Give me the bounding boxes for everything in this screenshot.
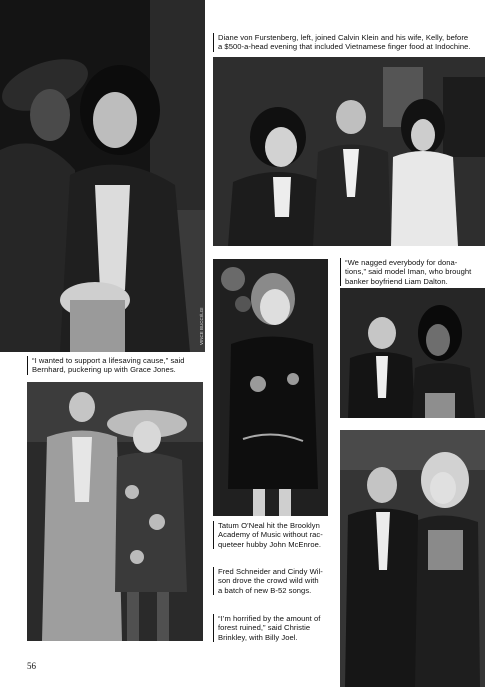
photo-credit: VINCE BUCCI/LGI	[199, 307, 204, 345]
caption-brinkley-joel	[213, 614, 333, 642]
caption-line: tions,” said model Iman, who brought	[345, 267, 472, 277]
caption-line: Diane von Furstenberg, left, joined Calvin Klein and his wife, Kelly, before	[218, 33, 469, 42]
caption-iman-dalton	[340, 258, 495, 286]
caption-line: Academy of Music without rac-	[218, 530, 323, 540]
caption-line: Fred Schneider and Cindy Wil-	[218, 567, 323, 576]
caption-von-furstenberg-klein	[213, 33, 493, 52]
photo-brinkley-joel	[340, 430, 485, 687]
caption-line: son drove the crowd wild with	[218, 576, 319, 586]
caption-line: “I wanted to support a lifesaving cause,” said	[32, 356, 185, 365]
caption-line: banker boyfriend Liam Dalton.	[345, 276, 448, 286]
caption-schneider-wilson	[213, 567, 333, 595]
caption-line: a batch of new B-52 songs.	[218, 585, 312, 595]
photo-bernhard-jones	[0, 0, 205, 352]
caption-line: “We nagged everybody for dona-	[345, 258, 458, 267]
page-number: 56	[27, 661, 36, 671]
caption-line: queteer hubby John McEnroe.	[218, 539, 322, 549]
caption-oneal	[213, 521, 333, 549]
photo-schneider-wilson	[27, 382, 203, 641]
caption-bernhard-jones	[27, 356, 207, 375]
photo-oneal	[213, 259, 328, 516]
caption-line: “I’m horrified by the amount of	[218, 614, 321, 623]
caption-line: a $500-a-head evening that included Vietnamese finger food at Indochine.	[218, 42, 471, 52]
caption-line: Brinkley, with Billy Joel.	[218, 632, 298, 642]
photo-von-furstenberg-klein	[213, 57, 485, 246]
caption-line: Tatum O’Neal hit the Brooklyn	[218, 521, 320, 530]
caption-line: forest ruined,” said Christie	[218, 623, 311, 633]
photo-iman-dalton	[340, 288, 485, 418]
caption-line: Bernhard, puckering up with Grace Jones.	[32, 365, 176, 375]
